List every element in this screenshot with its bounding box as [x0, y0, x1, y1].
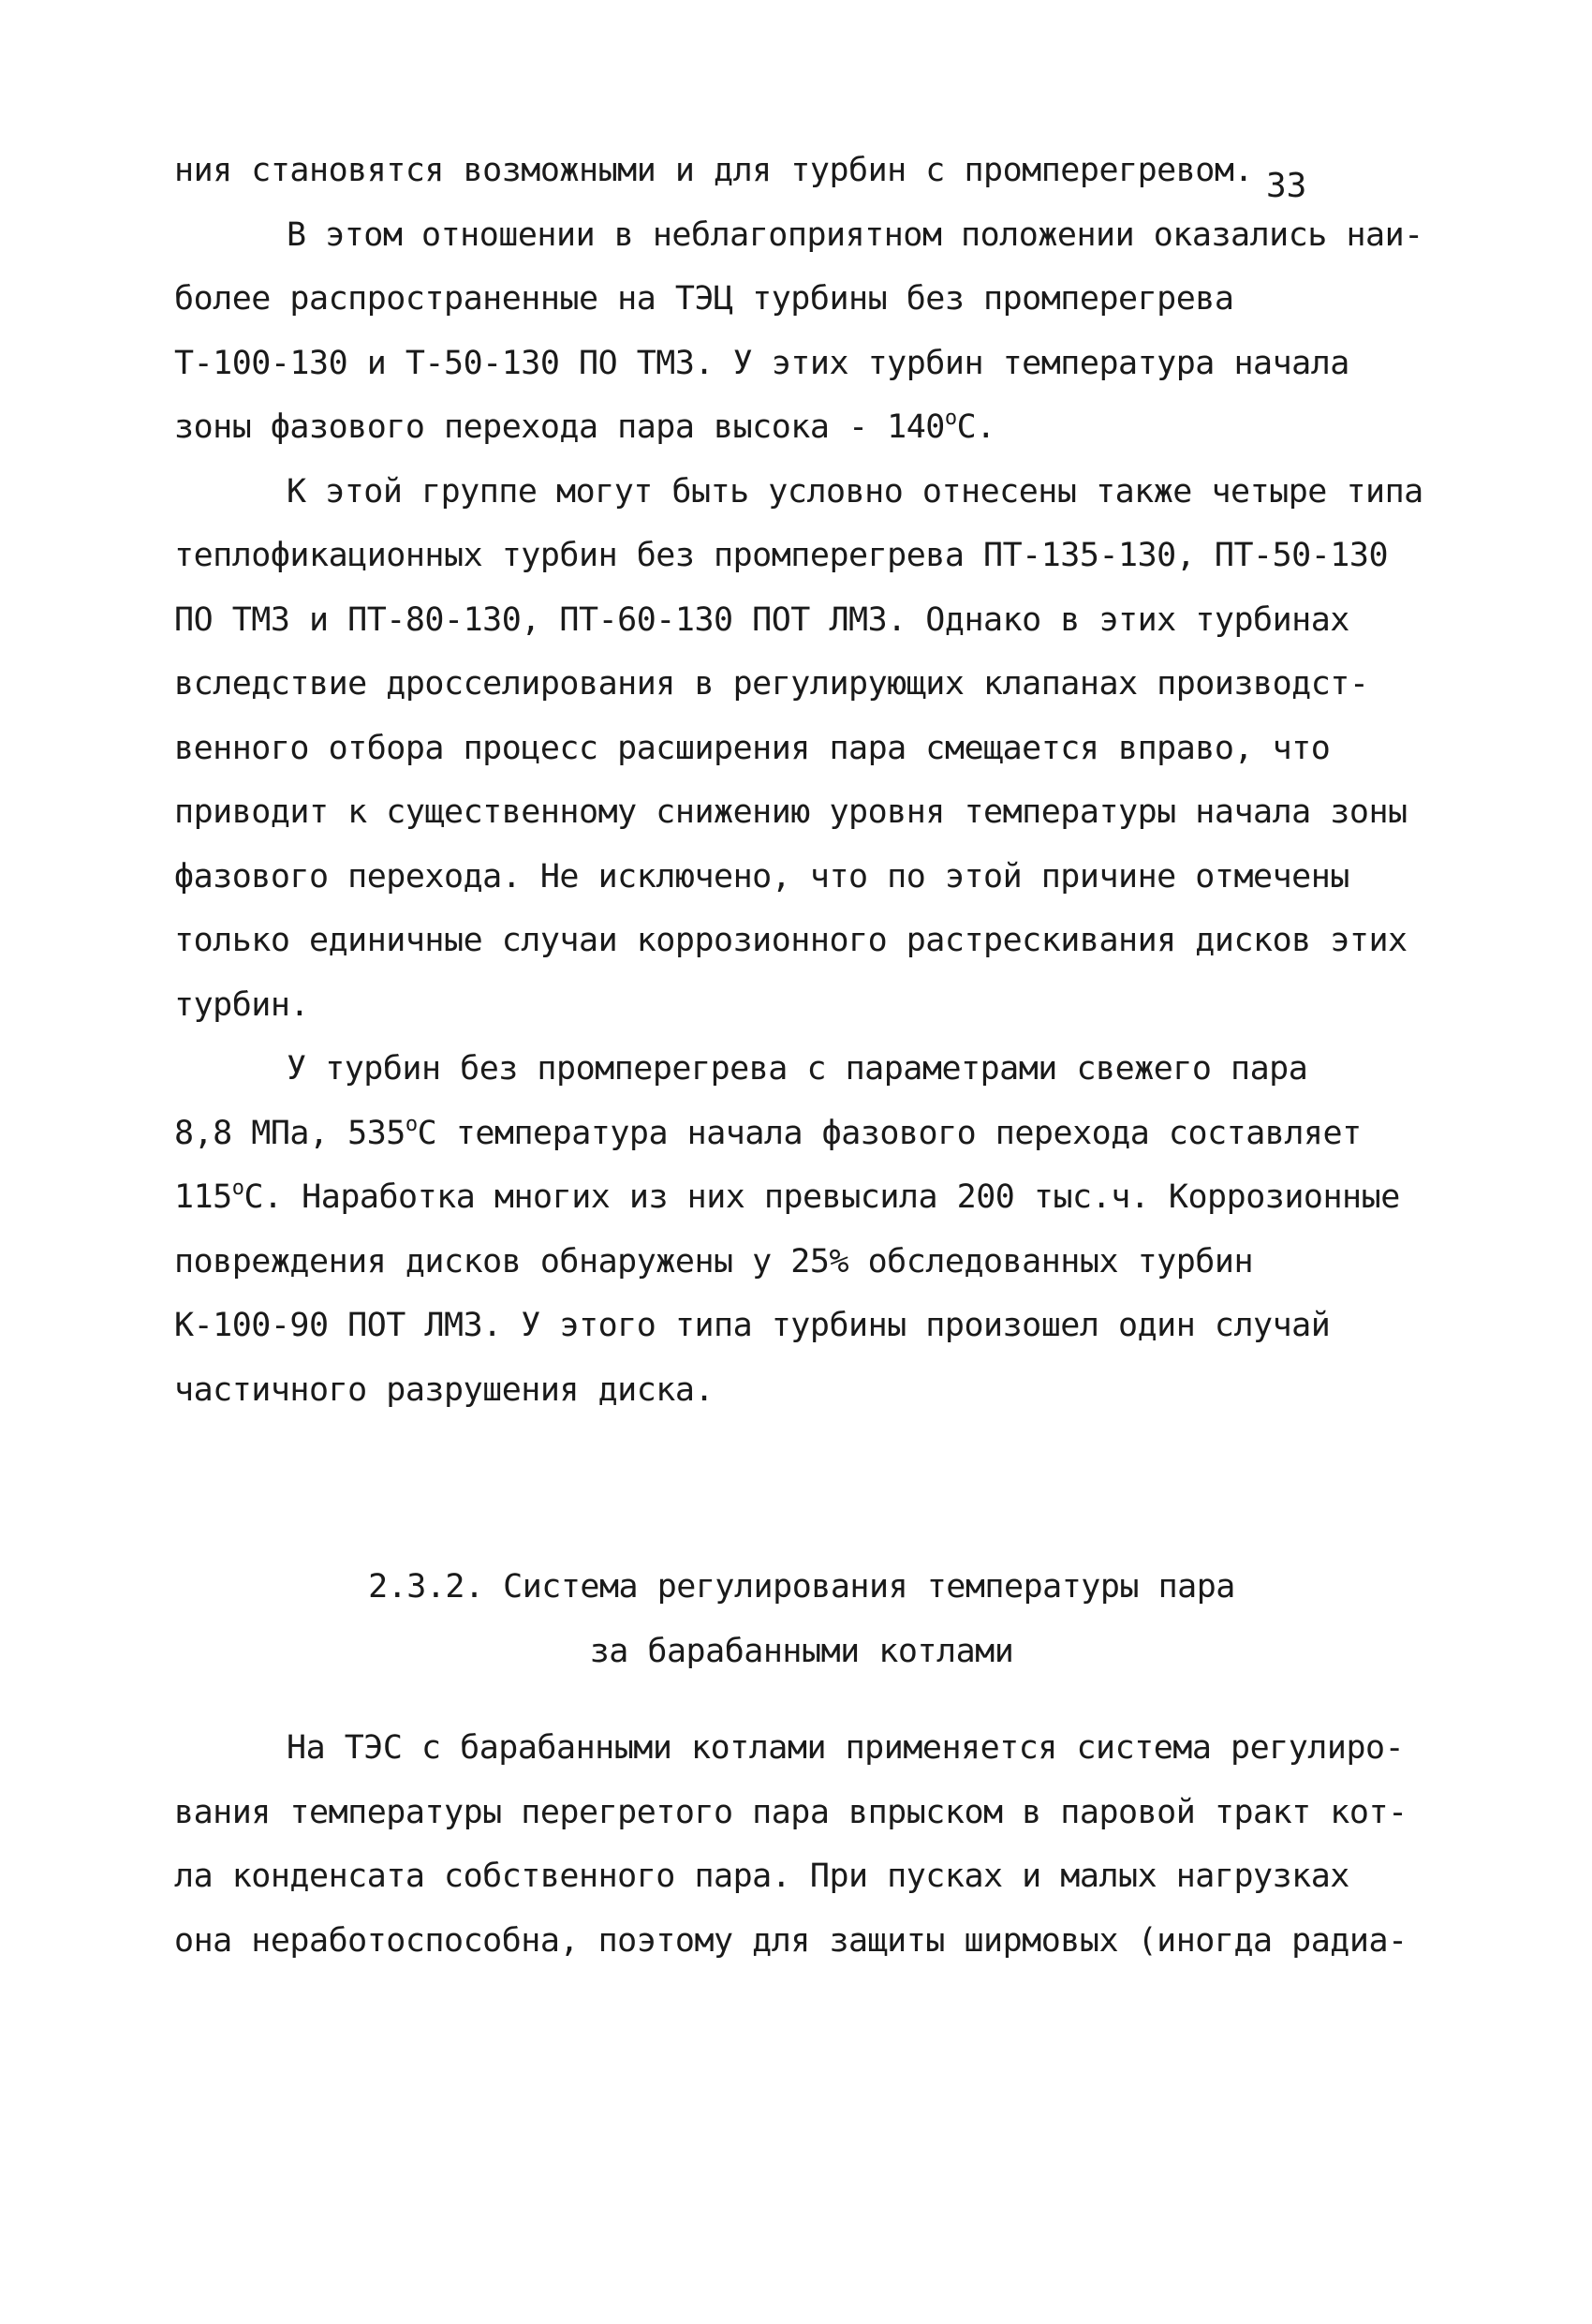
text-line-content: повреждения дисков обнаружены у 25% обследованных турбин	[174, 1242, 1254, 1280]
text-line-content: вследствие дросселирования в регулирующих клапанах производст-	[174, 665, 1369, 703]
text-line	[174, 139, 1429, 203]
text-line-content: В этом отношении в неблагоприятном положении оказались наи-	[287, 215, 1423, 254]
text-line-content: только единичные случаи коррозионного растрескивания дисков этих	[174, 922, 1408, 959]
text-line-content: венного отбора процесс расширения пара смещается вправо, что	[174, 729, 1331, 767]
text-line-content: вания температуры перегретого пара впрыском в паровой тракт кот-	[174, 1793, 1408, 1831]
text-line-continuation: С. Наработка многих из них превысила 200 тыс.ч. Коррозионные	[243, 1178, 1400, 1216]
text-line	[174, 973, 1429, 1038]
degree-superscript: о	[405, 1112, 418, 1136]
text-line-content: фазового перехода. Не исключено, что по этой причине отмечены	[174, 857, 1349, 896]
text-line-content: На ТЭС с барабанными котлами применяется система регулиро-	[287, 1729, 1405, 1767]
text-line-content: ла конденсата собственного пара. При пусках и малых нагрузках	[174, 1858, 1349, 1895]
text-line	[174, 717, 1429, 781]
text-line	[174, 1844, 1429, 1909]
text-line	[174, 1716, 1429, 1781]
text-line	[174, 845, 1429, 910]
text-line-content: 115	[174, 1178, 232, 1216]
text-line	[174, 1230, 1429, 1295]
text-line	[174, 1358, 1429, 1423]
section-heading-line-1: 2.3.2. Система регулирования температуры пара	[368, 1568, 1235, 1606]
text-line-content: теплофикационных турбин без промперегрева ПТ-135-130, ПТ-50-130	[174, 537, 1389, 574]
text-line-content: приводит к существенному снижению уровня температуры начала зоны	[174, 793, 1408, 831]
text-line	[174, 203, 1429, 268]
text-line-content: ПО ТМЗ и ПТ-80-130, ПТ-60-130 ПОТ ЛМЗ. Однако в этих турбинах	[174, 600, 1349, 639]
text-line	[174, 588, 1429, 653]
degree-superscript: о	[944, 407, 957, 430]
text-line-content: более распространенные на ТЭЦ турбины без промперегрева	[174, 280, 1234, 318]
text-line-content: Т-100-130 и Т-50-130 ПО ТМЗ. У этих турбин температура начала	[174, 344, 1349, 382]
text-line	[174, 395, 1429, 460]
section-heading-line-2: за барабанными котлами	[589, 1632, 1014, 1670]
text-line	[174, 1781, 1429, 1845]
text-line-content: зоны фазового перехода пара высока - 140	[174, 408, 945, 446]
text-line	[174, 1165, 1429, 1230]
text-line	[174, 909, 1429, 973]
text-line	[174, 1102, 1429, 1166]
degree-superscript: о	[231, 1177, 244, 1200]
section-heading	[174, 1555, 1429, 1683]
text-line-continuation: С.	[956, 408, 995, 446]
text-line-content: турбин.	[174, 985, 310, 1024]
text-line-content: У турбин без промперегрева с параметрами свежего пара	[287, 1050, 1308, 1088]
text-line	[174, 652, 1429, 717]
text-line	[174, 332, 1429, 396]
text-line-content: она неработоспособна, поэтому для защиты ширмовых (иногда радиа-	[174, 1921, 1408, 1960]
text-line-continuation: С температура начала фазового перехода составляет	[417, 1114, 1362, 1152]
text-line	[174, 780, 1429, 845]
text-line-content: К-100-90 ПОТ ЛМЗ. У этого типа турбины произошел один случай	[174, 1307, 1331, 1344]
text-line	[174, 1037, 1429, 1102]
text-line	[174, 267, 1429, 332]
text-line-content: частичного разрушения диска.	[174, 1370, 715, 1409]
body-text-block-2	[174, 1716, 1429, 1973]
text-line-content: ния становятся возможными и для турбин с промперегревом.	[174, 152, 1254, 189]
text-line	[174, 1909, 1429, 1974]
text-line	[174, 460, 1429, 525]
text-line	[174, 1294, 1429, 1358]
body-text-block-1	[174, 139, 1429, 1422]
text-line	[174, 524, 1429, 588]
text-line-content: К этой группе могут быть условно отнесены также четыре типа	[287, 472, 1423, 511]
page-number: 33	[1266, 167, 1307, 205]
text-line-content: 8,8 МПа, 535	[174, 1114, 405, 1152]
